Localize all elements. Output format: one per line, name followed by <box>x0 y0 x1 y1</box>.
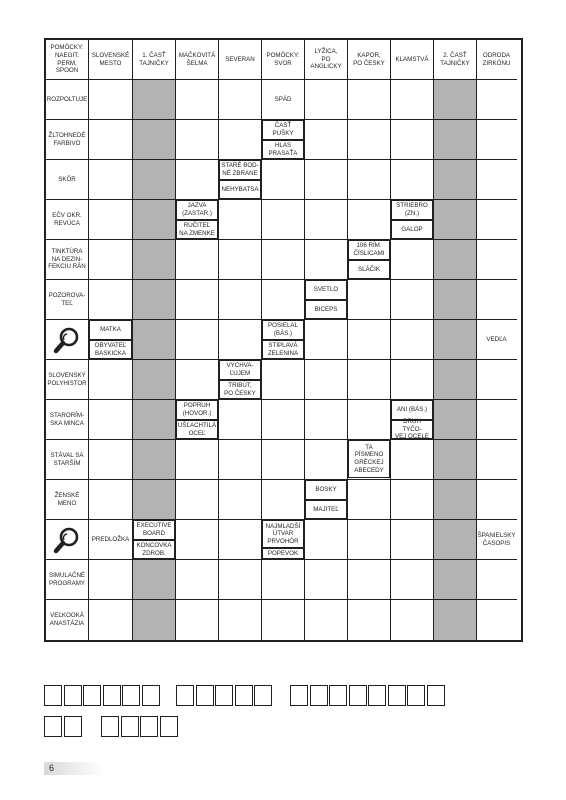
inner-clue: SPÁD <box>262 80 304 119</box>
inner-clue: RUČITEĽ NA ZMENKE <box>176 220 218 239</box>
answer-cell[interactable] <box>391 480 434 520</box>
answer-cell[interactable] <box>348 280 391 320</box>
answer-cell[interactable] <box>477 240 517 280</box>
answer-cell[interactable] <box>348 120 391 160</box>
answer-cell[interactable] <box>348 480 391 520</box>
answer-cell[interactable] <box>391 80 434 120</box>
solution-letter-box[interactable] <box>64 685 82 706</box>
inner-clue: HLAS PRASAŤA <box>262 140 304 159</box>
answer-cell[interactable] <box>348 560 391 600</box>
answer-cell[interactable] <box>219 240 262 280</box>
solution-letter-box[interactable] <box>310 685 328 706</box>
answer-cell[interactable] <box>219 480 262 520</box>
inner-clue: POPRUH (HOVOR.) <box>176 400 218 420</box>
answer-cell[interactable] <box>391 280 434 320</box>
answer-cell[interactable] <box>262 480 305 520</box>
header-clue: SEVERAN <box>219 40 261 79</box>
answer-cell[interactable] <box>348 200 391 240</box>
header-clue: ODRODA ZIRKÓNU <box>477 40 516 79</box>
row-clue: VEĽKOOKÁ ANASTÁZIA <box>46 600 88 639</box>
answer-cell[interactable] <box>305 520 348 560</box>
answer-cell[interactable] <box>176 120 219 160</box>
answer-cell[interactable] <box>434 320 477 360</box>
crossword-grid <box>44 38 523 642</box>
answer-cell[interactable] <box>176 560 219 600</box>
inner-clue: EXECUTIVE BOARD <box>133 520 175 540</box>
solution-letter-box[interactable] <box>427 685 445 706</box>
answer-cell[interactable] <box>434 600 477 640</box>
answer-cell[interactable] <box>219 80 262 120</box>
inner-clue: ANI (BÁS.) <box>391 400 433 420</box>
inner-clue: STRIEBRO (ZN.) <box>391 200 433 220</box>
header-clue: 2. ČASŤ TAJNIČKY <box>434 40 476 79</box>
answer-cell[interactable] <box>477 280 517 320</box>
row-clue: STARORÍM- SKA MINCA <box>46 400 88 439</box>
row-clue: ŽENSKÉ MENO <box>46 480 88 519</box>
solution-letter-box[interactable] <box>329 685 347 706</box>
answer-cell[interactable] <box>133 480 176 520</box>
row-clue: POZOROVA- TEĽ <box>46 280 88 319</box>
answer-cell[interactable] <box>477 600 517 640</box>
answer-cell[interactable] <box>176 320 219 360</box>
answer-cell[interactable] <box>89 280 133 320</box>
answer-cell[interactable] <box>391 160 434 200</box>
inner-clue: STIPLAVÁ ZELENINA <box>262 340 304 359</box>
answer-cell[interactable] <box>305 200 348 240</box>
inner-clue: GALOP <box>391 220 433 239</box>
answer-cell[interactable] <box>391 320 434 360</box>
answer-cell[interactable] <box>262 600 305 640</box>
answer-cell[interactable] <box>219 320 262 360</box>
solution-letter-box[interactable] <box>83 685 101 706</box>
solution-letter-box[interactable] <box>160 716 178 737</box>
answer-cell[interactable] <box>176 440 219 480</box>
answer-cell[interactable] <box>391 360 434 400</box>
page-number: 6 <box>44 762 104 775</box>
answer-cell[interactable] <box>434 80 477 120</box>
answer-cell[interactable] <box>477 560 517 600</box>
answer-cell[interactable] <box>176 240 219 280</box>
inner-clue: POPEVOK <box>262 548 304 559</box>
answer-cell[interactable] <box>262 400 305 440</box>
answer-cell[interactable] <box>133 560 176 600</box>
row-clue: STÁVAL SA STARŠÍM <box>46 440 88 479</box>
answer-cell[interactable] <box>434 280 477 320</box>
answer-cell[interactable] <box>305 160 348 200</box>
solution-letter-box[interactable] <box>44 685 62 706</box>
answer-cell[interactable] <box>219 520 262 560</box>
row-clue: SIMULAČNÉ PROGRAMY <box>46 560 88 599</box>
answer-cell[interactable] <box>305 400 348 440</box>
answer-cell[interactable] <box>133 80 176 120</box>
answer-cell[interactable] <box>262 240 305 280</box>
answer-cell[interactable] <box>133 280 176 320</box>
solution-letter-box[interactable] <box>368 685 386 706</box>
header-clue: SLOVENSKÉ MESTO <box>89 40 132 79</box>
answer-cell[interactable] <box>176 280 219 320</box>
row-clue: ŽLTOHNEDÉ FARBIVO <box>46 120 88 159</box>
inner-clue: NAJMLADŠÍ ÚTVAR PRVOHÔR <box>262 520 304 548</box>
answer-cell[interactable] <box>219 600 262 640</box>
answer-cell[interactable] <box>391 440 434 480</box>
inner-clue: JAZVA (ZASTAR.) <box>176 200 218 220</box>
answer-cell[interactable] <box>477 480 517 520</box>
answer-cell[interactable] <box>434 360 477 400</box>
answer-cell[interactable] <box>89 360 133 400</box>
answer-cell[interactable] <box>477 160 517 200</box>
inner-clue: VYCHVA- ĽUJEM <box>219 360 261 380</box>
header-clue: 1. ČASŤ TAJNIČKY <box>133 40 175 79</box>
answer-cell[interactable] <box>133 160 176 200</box>
solution-letter-box[interactable] <box>254 685 272 706</box>
answer-cell[interactable] <box>305 440 348 480</box>
answer-cell[interactable] <box>133 120 176 160</box>
row-clue: ROZPOLTUJE <box>46 80 88 119</box>
answer-cell[interactable] <box>219 120 262 160</box>
answer-cell[interactable] <box>348 520 391 560</box>
answer-cell[interactable] <box>133 200 176 240</box>
row-clue: SLOVENSKÝ POLYHISTOR <box>46 360 88 399</box>
header-clue: LYŽICA, PO ANGLICKY <box>305 40 347 79</box>
answer-cell[interactable] <box>133 240 176 280</box>
answer-cell[interactable] <box>89 560 133 600</box>
answer-cell[interactable] <box>219 200 262 240</box>
answer-cell[interactable] <box>305 240 348 280</box>
answer-cell[interactable] <box>89 400 133 440</box>
answer-cell[interactable] <box>305 320 348 360</box>
answer-cell[interactable] <box>176 360 219 400</box>
answer-cell[interactable] <box>176 80 219 120</box>
answer-cell[interactable] <box>262 360 305 400</box>
answer-cell[interactable] <box>391 560 434 600</box>
inner-clue: MATKA <box>89 320 132 340</box>
answer-cell[interactable] <box>262 280 305 320</box>
solution-letter-box[interactable] <box>388 685 406 706</box>
solution-letter-box[interactable] <box>176 685 194 706</box>
answer-cell[interactable] <box>262 440 305 480</box>
inner-clue: SVETLO <box>305 280 347 300</box>
inner-clue: VEDĽA <box>477 320 516 359</box>
answer-cell[interactable] <box>305 80 348 120</box>
answer-cell[interactable] <box>434 560 477 600</box>
solution-letter-box[interactable] <box>142 685 160 706</box>
answer-cell[interactable] <box>133 400 176 440</box>
answer-cell[interactable] <box>434 200 477 240</box>
inner-clue: NEHYBATSA <box>219 180 261 199</box>
header-clue: POMÔCKY: NAEGIT, PERM, SPOON <box>46 40 88 79</box>
answer-cell[interactable] <box>391 520 434 560</box>
inner-clue: DRUH TYČO- VEJ OCELE <box>391 420 433 439</box>
answer-cell[interactable] <box>262 560 305 600</box>
solution-letter-box[interactable] <box>103 685 121 706</box>
answer-cell[interactable] <box>305 120 348 160</box>
answer-cell[interactable] <box>434 400 477 440</box>
inner-clue: PREDLOŽKA <box>89 520 132 559</box>
solution-letter-box[interactable] <box>235 685 253 706</box>
answer-cell[interactable] <box>348 80 391 120</box>
inner-clue: BICEPS <box>305 300 347 319</box>
solution-letter-box[interactable] <box>140 716 158 737</box>
inner-clue: POSIELAL (BÁS.) <box>262 320 304 340</box>
header-clue: KLAMSTVÁ <box>391 40 433 79</box>
inner-clue: TRIBÚT, PO ČESKY <box>219 380 261 399</box>
inner-clue: SLÁČIK <box>348 260 390 279</box>
solution-letter-box[interactable] <box>407 685 425 706</box>
inner-clue: STARÉ BOD- NÉ ZBRANE <box>219 160 261 180</box>
answer-cell[interactable] <box>89 600 133 640</box>
answer-cell[interactable] <box>219 440 262 480</box>
inner-clue: MAJITEĽ <box>305 500 347 519</box>
answer-cell[interactable] <box>176 520 219 560</box>
answer-cell[interactable] <box>89 240 133 280</box>
inner-clue: KONCOVKA ZDROB. <box>133 540 175 559</box>
answer-cell[interactable] <box>262 160 305 200</box>
answer-cell[interactable] <box>434 480 477 520</box>
answer-cell[interactable] <box>305 560 348 600</box>
magnifier-icon <box>46 320 88 359</box>
answer-cell[interactable] <box>391 240 434 280</box>
answer-cell[interactable] <box>348 360 391 400</box>
answer-cell[interactable] <box>434 520 477 560</box>
answer-cell[interactable] <box>477 400 517 440</box>
header-clue: KAPOR, PO ČESKY <box>348 40 390 79</box>
answer-cell[interactable] <box>391 120 434 160</box>
solution-letter-box[interactable] <box>122 685 140 706</box>
answer-cell[interactable] <box>89 480 133 520</box>
inner-clue: 106 RÍM. ČÍSLICAMI <box>348 240 390 260</box>
answer-cell[interactable] <box>348 320 391 360</box>
answer-cell[interactable] <box>477 120 517 160</box>
header-clue: MAČKOVITÁ ŠELMA <box>176 40 218 79</box>
solution-letter-box[interactable] <box>101 716 119 737</box>
answer-cell[interactable] <box>89 160 133 200</box>
answer-cell[interactable] <box>219 280 262 320</box>
inner-clue: BOSKY <box>305 480 347 500</box>
inner-clue: UŠĽACHTILÁ OCEĽ <box>176 420 218 439</box>
solution-letter-box[interactable] <box>290 685 308 706</box>
answer-cell[interactable] <box>176 160 219 200</box>
answer-cell[interactable] <box>434 240 477 280</box>
solution-letter-box[interactable] <box>196 685 214 706</box>
answer-cell[interactable] <box>305 360 348 400</box>
answer-cell[interactable] <box>219 560 262 600</box>
inner-clue: ŠPANIELSKY ČASOPIS <box>477 520 516 559</box>
answer-cell[interactable] <box>133 360 176 400</box>
answer-cell[interactable] <box>477 80 517 120</box>
inner-clue: OBYVATEĽ BASKICKA <box>89 340 132 359</box>
row-clue: TINKTÚRA NA DEZIN- FEKCIU RÁN <box>46 240 88 279</box>
answer-cell[interactable] <box>305 600 348 640</box>
answer-cell[interactable] <box>89 120 133 160</box>
magnifier-icon <box>46 520 88 559</box>
answer-cell[interactable] <box>477 200 517 240</box>
answer-cell[interactable] <box>176 480 219 520</box>
answer-cell[interactable] <box>89 200 133 240</box>
row-clue: EČV OKR. REVÚCA <box>46 200 88 239</box>
header-clue: POMÔCKY: SVOR <box>262 40 304 79</box>
answer-cell[interactable] <box>133 600 176 640</box>
solution-letter-box[interactable] <box>349 685 367 706</box>
answer-cell[interactable] <box>348 400 391 440</box>
row-clue: SKÔR <box>46 160 88 199</box>
answer-cell[interactable] <box>133 440 176 480</box>
answer-cell[interactable] <box>262 200 305 240</box>
answer-cell[interactable] <box>89 440 133 480</box>
answer-cell[interactable] <box>477 440 517 480</box>
solution-letter-box[interactable] <box>64 716 82 737</box>
answer-cell[interactable] <box>434 440 477 480</box>
answer-cell[interactable] <box>89 80 133 120</box>
solution-letter-box[interactable] <box>44 716 62 737</box>
solution-letter-box[interactable] <box>215 685 233 706</box>
inner-clue: TA PÍSMENO GRÉCKEJ ABECEDY <box>348 440 390 478</box>
inner-clue: ČASŤ PUŠKY <box>262 120 304 140</box>
solution-letter-box[interactable] <box>121 716 139 737</box>
answer-cell[interactable] <box>477 360 517 400</box>
answer-cell[interactable] <box>348 160 391 200</box>
answer-cell[interactable] <box>348 600 391 640</box>
answer-cell[interactable] <box>219 400 262 440</box>
answer-cell[interactable] <box>133 320 176 360</box>
answer-cell[interactable] <box>391 600 434 640</box>
answer-cell[interactable] <box>434 120 477 160</box>
answer-cell[interactable] <box>176 600 219 640</box>
answer-cell[interactable] <box>434 160 477 200</box>
